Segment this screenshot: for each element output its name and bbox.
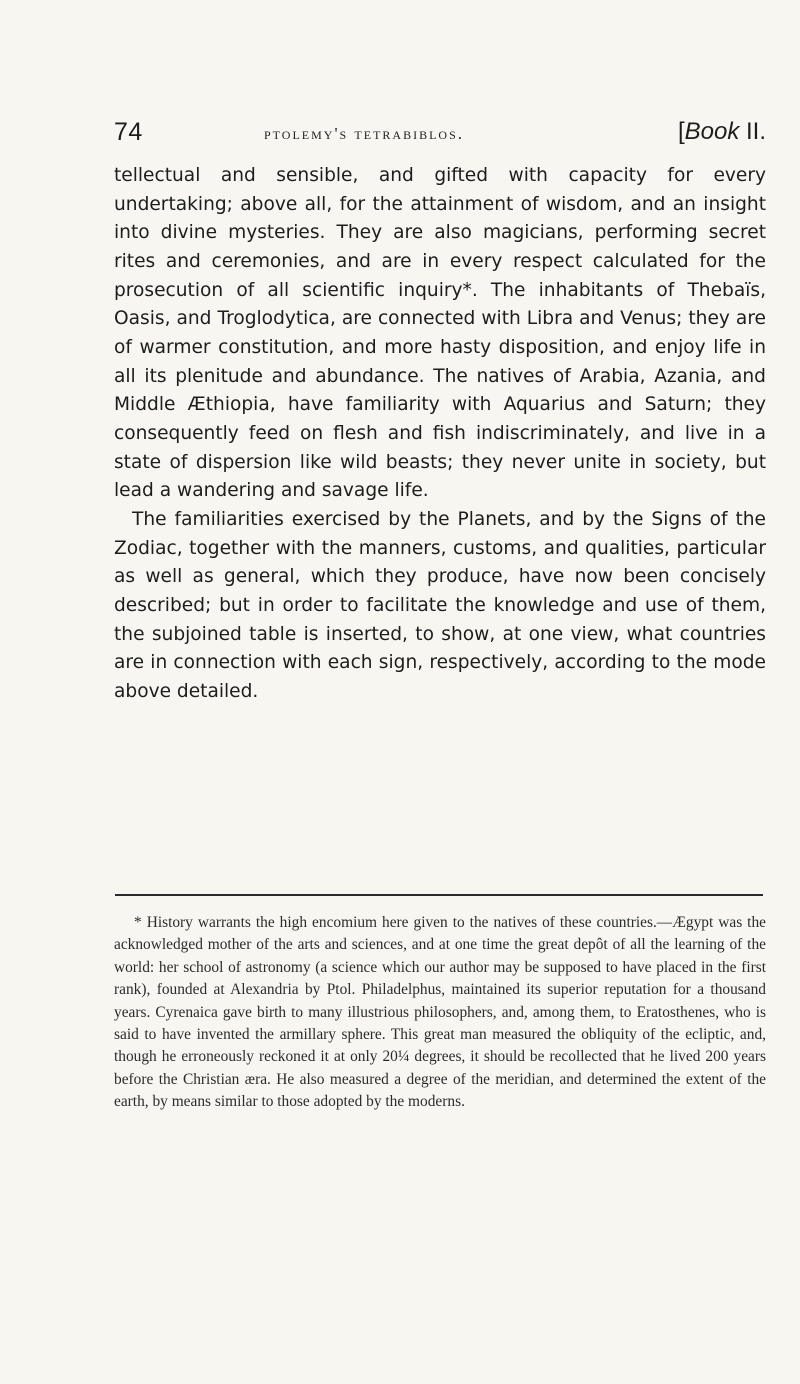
- footnote-text: * History warrants the high encomium here given to the natives of these countries.—Ægypt was the acknowledged mother of the arts and sciences, and at one time the great depôt of all the learning of the world: her school of astronomy (a science which our author may be supposed to have placed in the first rank), founded at Alexandria by Ptol. Philadelphus, maintained its superior reputation for a thousand years. Cyrenaica gave birth to many illustrious philosophers, and, among them, to Eratosthenes, who is said to have invented the armillary sphere. This great man measured the obliquity of the ecliptic, and, though he erroneously reckoned it at only 20¼ degrees, it should be recollected that he lived 200 years before the Christian æra. He also measured a degree of the meridian, and determined the extent of the earth, by means similar to those adopted by the moderns.: [114, 914, 766, 1111]
- page-header: [114, 118, 774, 152]
- running-title: ptolemy's tetrabiblos.: [264, 124, 465, 143]
- footnote-divider: [115, 894, 763, 896]
- book-reference: [678, 118, 766, 146]
- book-bracket: [: [677, 118, 685, 145]
- footnote: [114, 912, 766, 1114]
- paragraph-table-intro: The familiarities exercised by the Planets, and by the Signs of the Zodiac, together with the manners, customs, and qualities, particular as well as general, which they produce, have now been concisely described; but in order to facilitate the knowledge and use of them, the subjoined table is inserted, to show, at one view, what countries are in connection with each sign, respectively, according to the mode above detailed.: [114, 508, 766, 702]
- book-label: Book: [684, 118, 740, 145]
- page-number: 74: [114, 118, 143, 146]
- book-numeral: II.: [745, 118, 766, 145]
- body-text: [114, 162, 766, 706]
- paragraph-continuation: tellectual and sensible, and gifted with capacity for every undertaking; above all, for the attainment of wisdom, and an insight into divine mysteries. They are also magicians, performing secret rites and ceremonies, and are in every respect calculated for the prosecution of all scientific inquiry*. The inhabitants of Thebaïs, Oasis, and Troglodytica, are connected with Libra and Venus; they are of warmer constitution, and more hasty disposition, and enjoy life in all its plenitude and abundance. The natives of Arabia, Azania, and Middle Æthiopia, have familiarity with Aquarius and Saturn; they consequently feed on flesh and fish indiscriminately, and live in a state of dispersion like wild beasts; they never unite in society, but lead a wandering and savage life.: [114, 165, 766, 502]
